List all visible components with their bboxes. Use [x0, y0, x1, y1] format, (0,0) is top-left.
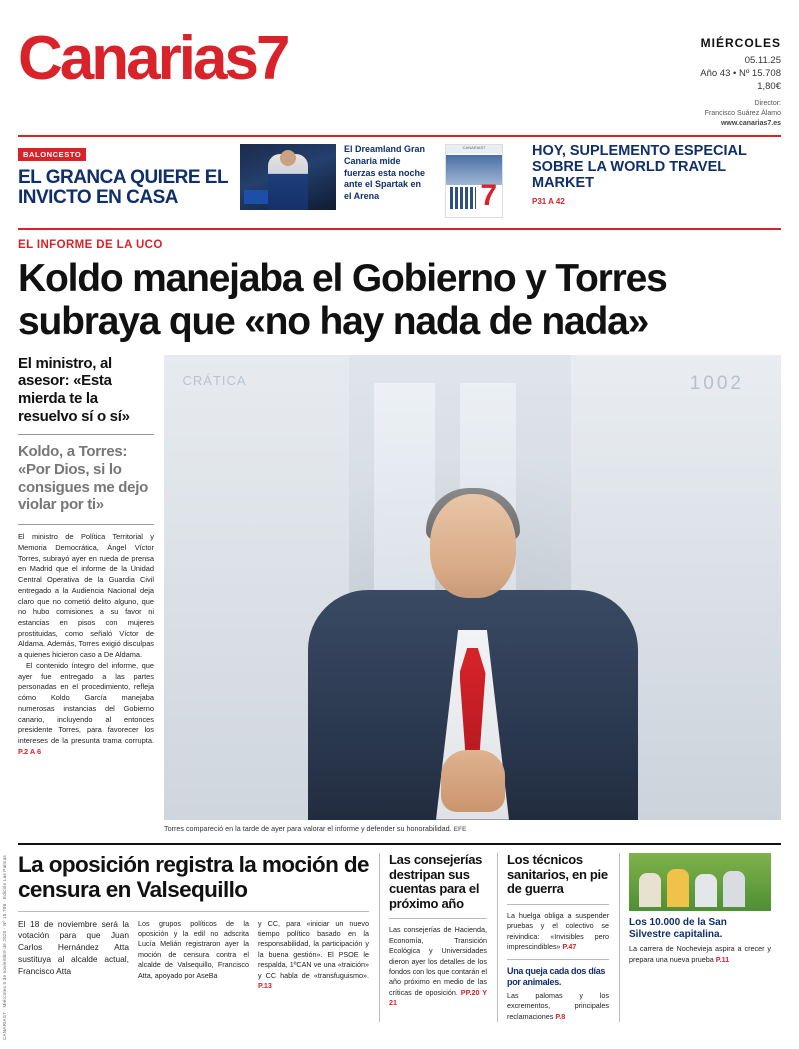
price: 1,80€: [757, 81, 781, 92]
story-consejerias[interactable]: [380, 853, 498, 1022]
section-tag-basketball: BALONCESTO: [18, 148, 86, 161]
san-silvestre-photo: [629, 853, 771, 911]
magazine-cover-label: CANARIAS7: [446, 145, 502, 154]
promo-strip: [18, 144, 781, 222]
lead-left-column: [18, 355, 164, 834]
promo-basketball[interactable]: [18, 144, 240, 222]
masthead-info: [700, 30, 781, 129]
san-silvestre-text: La carrera de Nochevieja aspira a crecer y prepara una nueva prueba P.11: [629, 944, 771, 964]
lead-right-column: [164, 355, 781, 834]
valsequillo-headline: La oposición registra la moción de censura en Valsequillo: [18, 852, 369, 902]
consejerias-headline: Las consejerías destripan sus cuentas para el próximo año: [389, 852, 483, 911]
logo-seven: 7: [255, 24, 288, 93]
bottom-section: [18, 843, 781, 1022]
san-silvestre-page-ref: P.11: [715, 954, 730, 964]
promo-magazine[interactable]: [436, 144, 522, 222]
promo-supplement[interactable]: [522, 144, 781, 222]
photo-background-text-right: 1002: [689, 373, 744, 395]
spine-text: CANARIAS7 · Miércoles 5 de noviembre de 2025 · Nº 15.708 · Edición Las Palmas: [2, 855, 7, 1040]
director-name: Francisco Suárez Álamo: [704, 110, 781, 118]
director-info: [700, 99, 781, 129]
lead-subquote-2: Koldo, a Torres: «Por Dios, si lo consigues me dejo violar por ti»: [18, 443, 148, 514]
lead-subquote-1: El ministro, al asesor: «Esta mierda te la resuelvo sí o sí»: [18, 354, 130, 425]
sanitarios-text: La huelga obliga a suspender pruebas y el colectivo se reivindica: «Invisibles pero imprescindibles» P.47: [507, 910, 609, 952]
issue-number: Año 43 • Nº 15.708: [700, 68, 781, 79]
story-sanitarios[interactable]: [498, 853, 620, 1022]
promo-match-photo: [240, 144, 336, 210]
lead-paragraph-2: El contenido íntegro del informe, que ayer fue entregado a las partes personadas en el procedimiento, refleja cómo Koldo García manejaba numerosas instancias del Gobierno canario, incluyendo al entonces presidente Torres, para favorecer los intereses de la presunta trama corrupta. P.2 A 6: [18, 660, 154, 756]
masthead-rule: [18, 135, 781, 137]
website-link[interactable]: www.canarias7.es: [720, 120, 781, 128]
lead-headline[interactable]: Koldo manejaba el Gobierno y Torres subraya que «no hay nada de nada»: [18, 257, 667, 343]
lead-kicker: EL INFORME DE LA UCO: [18, 239, 163, 252]
valsequillo-col2: Los grupos políticos de la oposición y la edil no adscrita Lucía Melián registraron ayer la moción de censura contra el alcalde de Valsequillo, Francisco Atta, apoyado por AseBa: [138, 918, 249, 980]
lead-paragraph-1: El ministro de Política Territorial y Memoria Democrática, Ángel Víctor Torres, subrayó ayer en rueda de prensa en Madrid que el informe de la Unidad Central Operativa de la Guardia Civil entregado a la Audiencia Nacional deja claro que no cometió delito alguno, que no hubo comisiones a su favor ni estancias en pisos con mujeres prostituidas, como señaló Víctor de Aldama. Además, Torres exigió disculpas a quienes hicieron caso a De Aldama.: [18, 532, 154, 660]
publication-day: MIÉRCOLES: [700, 36, 781, 50]
palomas-text: Las palomas y los excrementos, principales reclamaciones P.8: [507, 990, 609, 1021]
valsequillo-lead: El 18 de noviembre será la votación para que Juan Carlos Hernández Atta sustituya al alcalde actual, Francisco Atta: [18, 918, 129, 976]
promo-supplement-headline: HOY, SUPLEMENTO ESPECIAL SOBRE LA WORLD TRAVEL MARKET: [532, 143, 747, 191]
promo-basketball-headline: EL GRANCA QUIERE EL INVICTO EN CASA: [18, 167, 228, 209]
lead-page-ref: P.2 A 6: [18, 746, 42, 756]
sanitarios-headline: Los técnicos sanitarios, en pie de guerra: [507, 852, 608, 897]
promo-supplement-pages: P31 A 42: [532, 197, 565, 207]
consejerias-text: Las consejerías de Hacienda, Economía, Transición Ecológica y Universidades dieron ayer los detalles de los fondos con los que contarán el año próximo en medio de las críticas de oposición. PP.20 Y 21: [389, 925, 487, 1008]
san-silvestre-headline: Los 10.000 de la San Silvestre capitalina.: [629, 917, 727, 940]
promo-match[interactable]: [240, 144, 436, 222]
story-san-silvestre[interactable]: [620, 853, 781, 1022]
logo-word: Canarias: [18, 24, 256, 93]
director-label: Director:: [754, 100, 781, 107]
story-valsequillo[interactable]: [18, 853, 380, 1022]
photo-credit: EFE: [453, 825, 467, 833]
photo-background-text-left: CRÁTICA: [182, 373, 247, 389]
promo-match-text: El Dreamland Gran Canaria mide fuerzas esta noche ante el Spartak en el Arena: [344, 144, 426, 202]
lead-photo-caption: Torres compareció en la tarde de ayer para valorar el informe y defender su honorabilidad. EFE: [164, 823, 467, 833]
lead-photo: [164, 355, 781, 820]
magazine-cover-thumbnail: CANARIAS7 7: [445, 144, 503, 218]
valsequillo-col3: y CC, para «iniciar un nuevo tiempo político basado en la responsabilidad, la participación y la buena gestión». El PSOE le respalda, 1ºCAN ve una «traición» y CC habla de «transfuguismo». P.13: [258, 918, 369, 991]
sanitarios-page-ref: P.47: [562, 942, 577, 952]
publication-date: 05.11.25: [744, 55, 781, 66]
promo-rule: [18, 228, 781, 230]
lead-article-text: [18, 532, 154, 757]
palomas-headline: Una queja cada dos días por animales.: [507, 966, 606, 987]
masthead: [18, 0, 781, 129]
palomas-page-ref: P.8: [555, 1011, 566, 1021]
consejerias-page-ref: PP.20 Y 21: [389, 987, 487, 1008]
lead-body: [18, 355, 781, 834]
valsequillo-page-ref: P.13: [258, 981, 272, 991]
newspaper-logo[interactable]: [18, 24, 288, 93]
